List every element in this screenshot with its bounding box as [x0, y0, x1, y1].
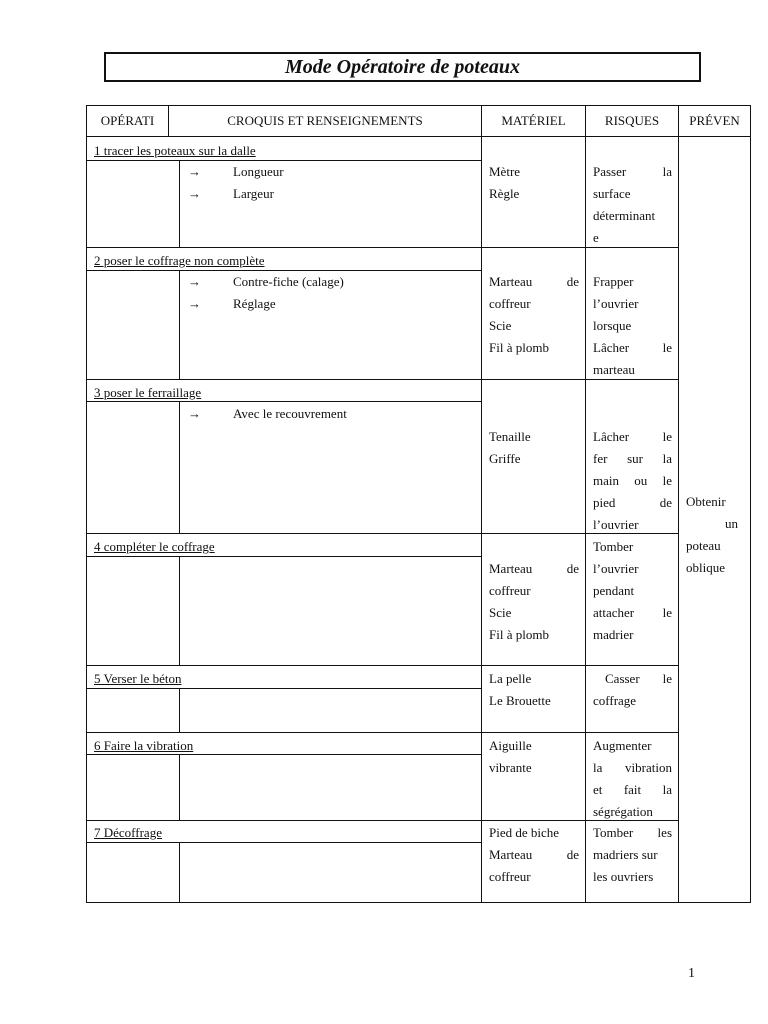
step-2-material: Scie [489, 318, 512, 333]
arrow-icon: → [188, 296, 201, 311]
arrow-icon: → [188, 186, 201, 201]
step-6-label: 6 Faire la vibration [94, 738, 194, 753]
step-4-risk: attacher le [593, 605, 672, 620]
step-3-risk: Lâcher le [593, 429, 672, 444]
step-1-risk: Passer la [593, 164, 672, 179]
header-prevention: PRÉVEN [678, 105, 751, 137]
arrow-icon: → [188, 164, 201, 179]
step-7-material: coffreur [489, 869, 531, 884]
step-4-risk: l’ouvrier [593, 561, 639, 576]
step-4-material: Scie [489, 605, 512, 620]
prevention-text: Obtenir [686, 494, 726, 509]
step-6-material: vibrante [489, 760, 532, 775]
step-5-risk: coffrage [593, 693, 637, 708]
step-2-risk: Frapper [593, 274, 634, 289]
step-4-risk: madrier [593, 627, 634, 642]
prevention-text: un [725, 516, 738, 531]
step-5-label: 5 Verser le béton [94, 671, 182, 686]
step-3-material: Griffe [489, 451, 521, 466]
step-4-material: Marteau de [489, 561, 579, 576]
step-5-risk: Casser le [605, 671, 672, 686]
step-2-label: 2 poser le coffrage non complète [94, 253, 265, 268]
header-material: MATÉRIEL [481, 105, 586, 137]
step-3-material: Tenaille [489, 429, 531, 444]
step-2-detail: Réglage [233, 296, 276, 311]
arrow-icon: → [188, 406, 201, 421]
step-2-risk: lorsque [593, 318, 632, 333]
step-5-material: La pelle [489, 671, 532, 686]
step-3-label: 3 poser le ferraillage [94, 385, 202, 400]
header-sketch: CROQUIS ET RENSEIGNEMENTS [168, 105, 482, 137]
step-7-material: Marteau de [489, 847, 579, 862]
step-1-detail: Largeur [233, 186, 274, 201]
prevention-text: oblique [686, 560, 725, 575]
step-1-material: Règle [489, 186, 520, 201]
step-2-material: Fil à plomb [489, 340, 549, 355]
step-4-label: 4 compléter le coffrage [94, 539, 215, 554]
step-7-risk: les ouvriers [593, 869, 654, 884]
step-2-material: Marteau de [489, 274, 579, 289]
step-7-label: 7 Décoffrage [94, 825, 162, 840]
step-5-material: Le Brouette [489, 693, 551, 708]
step-7-risk: Tomber les [593, 825, 672, 840]
arrow-icon: → [188, 274, 201, 289]
step-2-risk: marteau [593, 362, 635, 377]
step-3-risk: main ou le [593, 473, 672, 488]
step-1-label: 1 tracer les poteaux sur la dalle [94, 143, 256, 158]
step-4-risk: Tomber [593, 539, 634, 554]
step-3-risk: fer sur la [593, 451, 672, 466]
step-6-risk: ségrégation [593, 804, 653, 819]
step-2-risk: l’ouvrier [593, 296, 639, 311]
step-1-risk: e [593, 230, 599, 245]
step-7-risk: madriers sur [593, 847, 658, 862]
step-6-material: Aiguille [489, 738, 532, 753]
step-6-risk: Augmenter [593, 738, 652, 753]
step-4-material: Fil à plomb [489, 627, 549, 642]
step-6-risk: la vibration [593, 760, 672, 775]
header-operations: OPÉRATI [86, 105, 169, 137]
prevention-text: poteau [686, 538, 721, 553]
step-6-risk: et fait la [593, 782, 672, 797]
step-4-material: coffreur [489, 583, 531, 598]
step-4-risk: pendant [593, 583, 635, 598]
step-3-risk: pied de [593, 495, 672, 510]
header-risks: RISQUES [585, 105, 679, 137]
step-1-detail: Longueur [233, 164, 284, 179]
page-number: 1 [688, 966, 695, 981]
step-1-material: Mètre [489, 164, 521, 179]
step-3-detail: Avec le recouvrement [233, 406, 347, 421]
step-2-detail: Contre-fiche (calage) [233, 274, 344, 289]
step-1-risk: déterminant [593, 208, 656, 223]
step-7-material: Pied de biche [489, 825, 560, 840]
step-2-material: coffreur [489, 296, 531, 311]
step-1-risk: surface [593, 186, 631, 201]
step-3-risk: l’ouvrier [593, 517, 639, 532]
page-title: Mode Opératoire de poteaux [104, 52, 701, 82]
step-2-risk: Lâcher le [593, 340, 672, 355]
